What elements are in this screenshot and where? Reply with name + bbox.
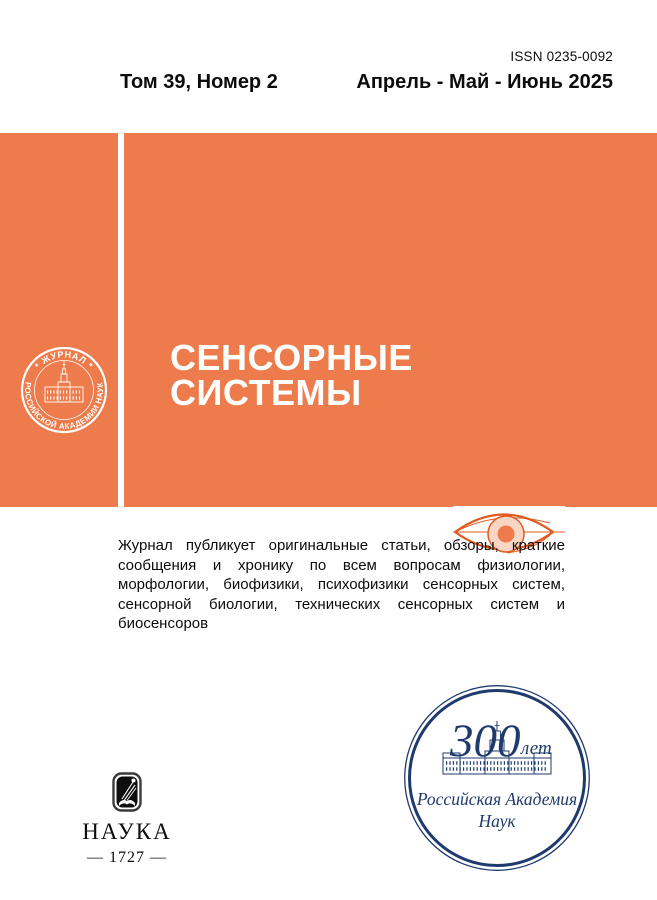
- seal-top-text: * ЖУРНАЛ *: [32, 349, 96, 371]
- anniversary-number: 300: [450, 715, 521, 767]
- seal-bottom-text: РОССИЙСКОЙ АКАДЕМИИ НАУК: [22, 381, 106, 431]
- journal-title-line1: СЕНСОРНЫЕ: [170, 337, 413, 378]
- journal-title-line2: СИСТЕМЫ: [170, 372, 362, 413]
- publisher-name: НАУКА: [82, 819, 172, 844]
- cover-banner: [0, 133, 657, 507]
- svg-text:РОССИЙСКОЙ АКАДЕМИИ НАУК: [23, 381, 105, 431]
- issue-dates: Апрель - Май - Июнь 2025: [356, 71, 613, 93]
- publisher-block: [62, 772, 192, 867]
- ras-300-anniversary-seal: [403, 684, 591, 872]
- journal-description: Журнал публикует оригинальные статьи, обзоры, краткие сообщения и хронику по всем вопросам физиологии, морфологии, биофизики, психофизики сенсорных систем, сенсорной биологии, технических сенсорных систем и биосенсоров: [118, 537, 565, 632]
- volume-number: Том 39, Номер 2: [120, 71, 278, 93]
- journal-title: [170, 337, 413, 413]
- anniversary-line2: Наук: [478, 811, 516, 831]
- anniversary-line1: Российская Академия: [416, 789, 578, 809]
- ras-journal-seal-icon: [20, 346, 108, 434]
- nauka-emblem-icon: [112, 772, 142, 812]
- publisher-year: — 1727 —: [87, 849, 167, 866]
- kunstkamera-building-icon: [45, 361, 83, 402]
- banner-divider: [118, 133, 124, 507]
- issn-number: ISSN 0235-0092: [510, 49, 613, 64]
- anniversary-years-label: лет: [521, 738, 552, 759]
